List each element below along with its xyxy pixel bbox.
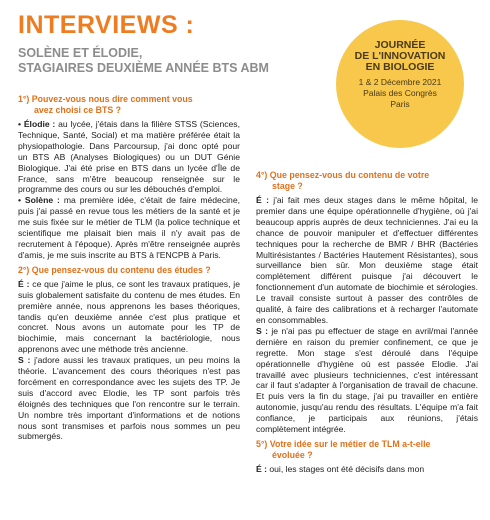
- event-name-line: DE L'INNOVATION: [354, 50, 446, 62]
- answer-text: ma première idée, c'était de faire médecine, puis j'ai passé en revue tous les métiers de la santé et je me suis fixée sur le métier de TLM (la police technique et scientifique me plaisait bien mais il n'y avait pas de recrutement à l'époque). Après m'être renseignée auprès d'amis, je me suis inscrite au BTS à l'ENCPB à Paris.: [18, 195, 240, 260]
- speaker-label: É :: [18, 278, 30, 289]
- event-name: [336, 40, 464, 73]
- question-1: [18, 94, 240, 116]
- question-text: 4°) Que pensez-vous du contenu de votre: [256, 170, 430, 180]
- answer-text: j'ai fait mes deux stages dans le même hôpital, le premier dans une équipe opérationnelle d'hygiène, où j'ai beaucoup appris auprès de deux techniciennes. J'ai eu la chance de pouvoir manipuler et d'effectuer différentes techniques pour la recherche de BMR / BHR (Bactéries Multirésistantes / Bactéries Hautement Résistantes), sous surveillance bien sûr. Mon deuxième stage était complètement différent puisque j'ai découvert le fonctionnement d'un automate de biochimie et sérologies. Le travail consiste surtout à passer des contrôles de qualité, à faire des calibrations et à recharger l'automate en consommables.: [256, 195, 478, 325]
- answer-e: [18, 279, 240, 355]
- answer-text: j'adore aussi les travaux pratiques, un peu moins la théorie. L'avancement des cours théoriques n'est pas forcément en correspondance avec les sujets des TP. Je suis d'accord avec Elodie, les TP sont parfois très éloignés des techniques que l'on rencontre sur le terrain. Un nombre très important d'informations et de notions nous sont transmises et parfois nous sommes un peu submergés.: [18, 355, 241, 442]
- event-details: [336, 77, 464, 110]
- question-2: 2°) Que pensez-vous du contenu des études ?: [18, 264, 211, 275]
- answer-solene: [18, 195, 240, 260]
- answer-s: [18, 355, 240, 442]
- subtitle-line: STAGIAIRES DEUXIÈME ANNÉE BTS ABM: [18, 61, 269, 75]
- left-column: [18, 94, 240, 442]
- question-5: [256, 439, 478, 461]
- answer-text: je n'ai pas pu effectuer de stage en avril/mai l'année dernière en raison du premier confinement, ce que je regrette. Mon stage s'est déroulé dans l'équipe opérationnelle d'hygiène où est passée Elodie. J'ai travaillé avec plusieurs techniciennes, c'est intéressant car il faut s'adapter à l'organisation de travail de chacune. Et puis vers la fin du stage, j'ai pu travailler en entière autonomie, jusqu'au rendu des résultats. L'équipe m'a fait confiance, je participais aux réunions, j'étais complètement intégrée.: [256, 325, 479, 435]
- page-subtitle: [18, 46, 318, 76]
- question-text: 5°) Votre idée sur le métier de TLM a-t-elle: [256, 438, 431, 449]
- answer-s: [256, 326, 478, 435]
- speaker-label: • Solène :: [18, 195, 60, 206]
- page-title: INTERVIEWS :: [18, 11, 195, 39]
- event-venue: Palais des Congrès: [363, 88, 437, 98]
- event-date: 1 & 2 Décembre 2021: [358, 77, 442, 87]
- answer-text: au lycée, j'étais dans la filière STSS (Sciences, Technique, Santé, Social) et ma matière préférée était la physiopathologie. Dans Parcoursup, j'ai donc opté pour un BTS AB (Analyses Biologiques) ou un DUT Génie Biologique. J'ai été prise en BTS dans un lycée d'Île de France, sans m'être beaucoup renseignée sur le programme des cours ou sur les débouchés d'emploi.: [18, 119, 240, 195]
- event-name-line: EN BIOLOGIE: [365, 61, 435, 73]
- question-text: stage ?: [272, 181, 303, 191]
- speaker-label: S :: [18, 355, 31, 366]
- question-text: évoluée ?: [272, 449, 313, 460]
- event-name-line: JOURNÉE: [374, 39, 426, 51]
- subtitle-line: SOLÈNE ET ÉLODIE,: [18, 46, 143, 60]
- right-column: [256, 170, 478, 475]
- answer-elodie: [18, 119, 240, 195]
- speaker-label: S :: [256, 325, 268, 336]
- event-badge: [336, 20, 464, 148]
- speaker-label: É :: [256, 195, 269, 205]
- speaker-label: É :: [256, 463, 267, 474]
- question-text: 1°) Pouvez-vous nous dire comment vous: [18, 94, 193, 104]
- question-4: [256, 170, 478, 192]
- answer-e: [256, 195, 478, 326]
- speaker-label: • Élodie :: [18, 119, 56, 129]
- event-city: Paris: [390, 99, 410, 109]
- question-text: avez choisi ce BTS ?: [34, 105, 122, 115]
- answer-text: oui, les stages ont été décisifs dans mon: [266, 463, 425, 474]
- answer-text: ce que j'aime le plus, ce sont les travaux pratiques, je suis globalement satisfaite du contenu de mes études. En première année, nous apprenons les bases théoriques, tandis qu'en deuxième année c'est plus pratique et concret. Nous avons un automate pour les TP de biochimie, mais concernant la bactériologie, nous apprenons avec une méthode très ancienne.: [18, 278, 240, 355]
- answer-e: [256, 464, 478, 475]
